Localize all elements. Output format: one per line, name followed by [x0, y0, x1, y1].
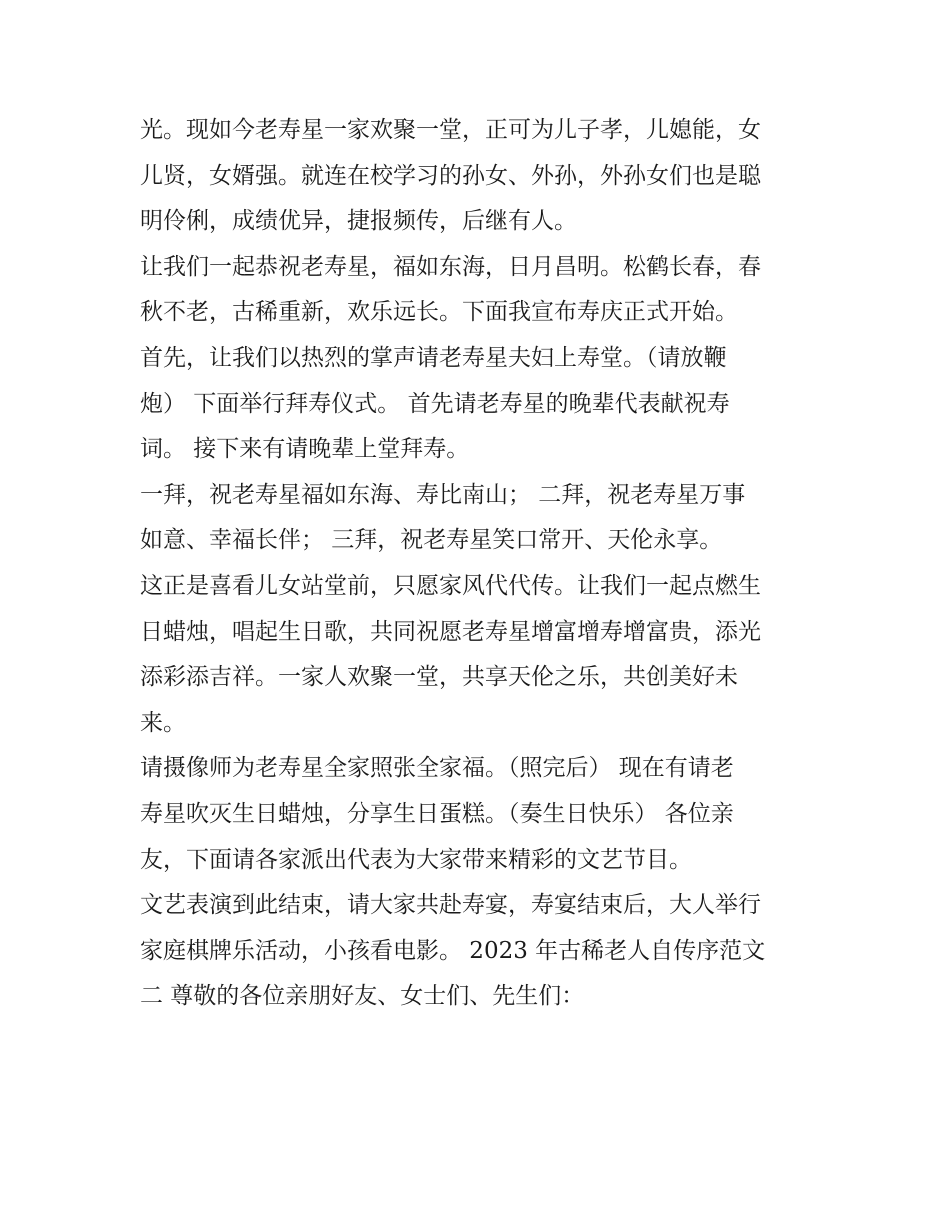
- text-line: 秋不老，古稀重新，欢乐远长。下面我宣布寿庆正式开始。: [140, 299, 738, 326]
- text-line: 请摄像师为老寿星全家照张全家福。（照完后） 现在有请老: [140, 755, 734, 782]
- text-line: 儿贤，女婿强。就连在校学习的孙女、外孙，外孙女们也是聪: [140, 162, 761, 189]
- text-line: 家庭棋牌乐活动，小孩看电影。 2023 年古稀老人自传序范文: [140, 937, 766, 964]
- text-line: 让我们一起恭祝老寿星，福如东海，日月昌明。松鹤长春，春: [140, 253, 761, 280]
- text-line: 一拜，祝老寿星福如东海、寿比南山； 二拜，祝老寿星万事: [140, 481, 746, 508]
- text-line: 寿星吹灭生日蜡烛，分享生日蛋糕。（奏生日快乐） 各位亲: [140, 800, 734, 827]
- text-line: 词。 接下来有请晚辈上堂拜寿。: [140, 436, 470, 463]
- text-line: 如意、幸福长伴； 三拜，祝老寿星笑口常开、天伦永享。: [140, 527, 723, 554]
- text-line: 添彩添吉祥。一家人欢聚一堂，共享天伦之乐，共创美好未: [140, 664, 738, 691]
- text-line: 日蜡烛，唱起生日歌，共同祝愿老寿星增富增寿增富贵，添光: [140, 618, 761, 645]
- text-line: 首先，让我们以热烈的掌声请老寿星夫妇上寿堂。（请放鞭: [140, 344, 727, 371]
- text-line: 明伶俐，成绩优异，捷报频传，后继有人。: [140, 208, 577, 235]
- text-line: 这正是喜看儿女站堂前，只愿家风代代传。让我们一起点燃生: [140, 572, 761, 599]
- text-line: 友，下面请各家派出代表为大家带来精彩的文艺节目。: [140, 846, 692, 873]
- text-line: 炮） 下面举行拜寿仪式。 首先请老寿星的晚辈代表献祝寿: [140, 390, 730, 417]
- text-line: 文艺表演到此结束，请大家共赴寿宴，寿宴结束后，大人举行: [140, 892, 761, 919]
- text-line: 光。现如今老寿星一家欢聚一堂，正可为儿子孝，儿媳能，女: [140, 117, 761, 143]
- document-page: [140, 108, 820, 1020]
- text-line: 二 尊敬的各位亲朋好友、女士们、先生们：: [140, 983, 585, 1010]
- text-line: 来。: [140, 709, 186, 736]
